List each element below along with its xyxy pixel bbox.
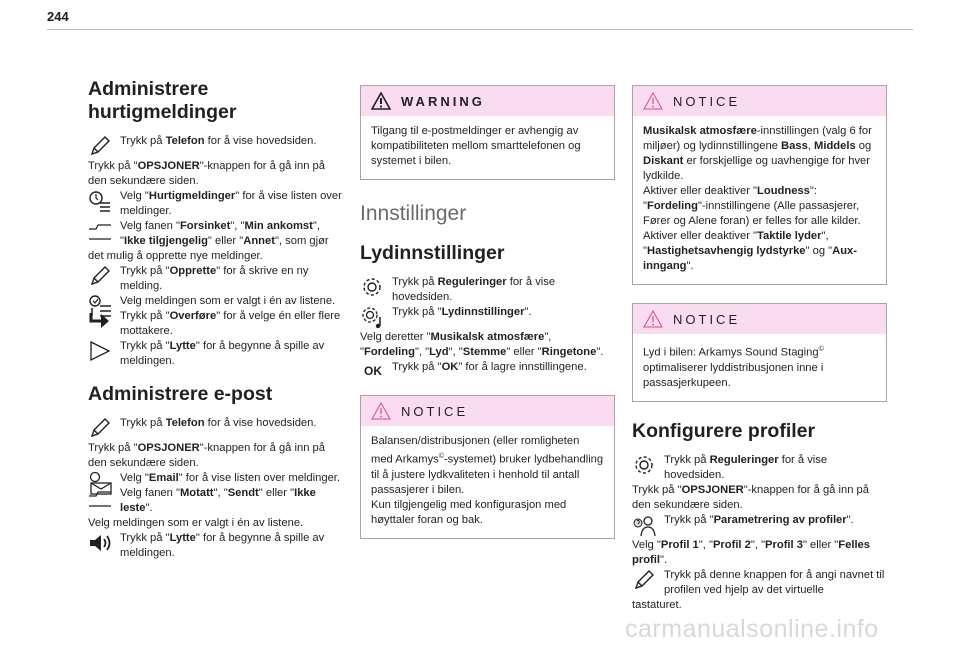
- step-select: Velg meldingen som er valgt i én av listene.: [88, 294, 343, 309]
- notice-label: NOTICE: [401, 403, 469, 419]
- paragraph-choose-sound: Velg deretter "Musikalsk atmosfære", "Fordeling", "Lyd", "Stemme" eller "Ringetone".: [360, 331, 604, 358]
- step-settings-profiles: Trykk på Reguleringer for å vise hovedsiden.: [632, 453, 887, 483]
- step-forward: Trykk på "Overføre" for å velge én eller flere mottakere.: [88, 309, 343, 339]
- step-email: Velg "Email" for å vise listen over meldinger.: [88, 471, 343, 486]
- paragraph-keyboard: tastaturet.: [632, 598, 682, 611]
- column-2: [360, 85, 615, 557]
- heading-quick-messages: Administrere hurtigmeldinger: [88, 78, 237, 123]
- heading-profiles: Konfigurere profiler: [632, 419, 816, 442]
- play-icon: [88, 339, 112, 363]
- notice-icon: [371, 402, 391, 420]
- column-3: [632, 85, 887, 613]
- pencil-icon: [88, 416, 112, 440]
- watermark: carmanualsonline.info: [625, 615, 879, 643]
- step-create: Trykk på "Opprette" for å skrive en ny melding.: [88, 264, 343, 294]
- step-tabs: Velg fanen "Forsinket", "Min ankomst", "Ikke tilgjengelig" eller "Annet", som gjør: [88, 219, 343, 249]
- tab-icon: [88, 486, 112, 510]
- step-telephone-2: Trykk på Telefon for å vise hovedsiden.: [88, 416, 343, 431]
- heading-email: Administrere e-post: [88, 383, 273, 405]
- column-1: [88, 78, 343, 561]
- warning-text: Tilgang til e-postmeldinger er avhengig av kompatibiliteten mellom smarttelefonen og systemet i bilen.: [371, 125, 581, 167]
- notice-label: NOTICE: [673, 311, 741, 327]
- notice-label: NOTICE: [673, 93, 741, 109]
- notice-text-2: Lyd i bilen: Arkamys Sound Staging© optimaliserer lyddistribusjonen inne i passasjerkupeen.: [643, 346, 824, 389]
- header-divider: [47, 29, 913, 30]
- step-quick-messages: Velg "Hurtigmeldinger" for å vise listen over meldinger.: [88, 189, 343, 219]
- paragraph-options-2: Trykk på "OPSJONER"-knappen for å gå inn på den sekundære siden.: [88, 442, 325, 469]
- step-settings: Trykk på Reguleringer for å vise hovedsiden.: [360, 275, 615, 305]
- step-telephone: Trykk på Telefon for å vise hovedsiden.: [88, 134, 343, 149]
- message-list-icon: [88, 189, 112, 213]
- notice-box-1: [632, 85, 887, 285]
- notice-icon: [643, 310, 663, 328]
- gear-icon: [632, 453, 656, 477]
- notice-text-1: Musikalsk atmosfære-innstillingen (valg 6 for miljøer) og lydinnstillingene Bass, Middels og Diskant er forskjellige og uavhengige for hver lydkilde. Aktiver eller deaktiver "Loudness": "Fordeling"-innstillingene (Alle passasjerer, Fører og Alene foran) er felles for alle kilder. Aktiver eller deaktiver "Taktile lyder", "Hastighetsavhengig lydstyrke" og "Aux-inngang".: [643, 125, 872, 272]
- page-number: 244: [47, 9, 69, 24]
- step-name-profile: Trykk på denne knappen for å angi navnet til profilen ved hjelp av det virtuelle: [632, 568, 887, 598]
- warning-label: WARNING: [401, 93, 485, 109]
- step-listen: Trykk på "Lytte" for å begynne å spille av meldingen.: [88, 339, 343, 369]
- paragraph-tabs-cont: det mulig å opprette nye meldinger.: [88, 250, 263, 262]
- paragraph-choose-profile: Velg "Profil 1", "Profil 2", "Profil 3" eller "Felles profil".: [632, 538, 870, 566]
- notice-icon: [643, 92, 663, 110]
- paragraph-options-3: Trykk på "OPSJONER"-knappen for å gå inn på den sekundære siden.: [632, 483, 869, 511]
- pencil-icon: [632, 568, 656, 592]
- notice-box-2: [632, 303, 887, 402]
- pencil-icon: [88, 264, 112, 288]
- gear-icon: [360, 275, 384, 299]
- section-title-settings: Innstillinger: [360, 202, 467, 225]
- profile-icon: [632, 513, 656, 537]
- step-listen-email: Trykk på "Lytte" for å begynne å spille av meldingen.: [88, 531, 343, 561]
- step-ok: OK Trykk på "OK" for å lagre innstillingene.: [360, 360, 615, 375]
- tab-icon: [88, 219, 112, 243]
- pencil-icon: [88, 134, 112, 158]
- heading-sound-settings: Lydinnstillinger: [360, 242, 505, 264]
- speaker-icon: [88, 531, 112, 555]
- notice-box: [360, 395, 615, 539]
- warning-icon: [371, 92, 391, 110]
- step-email-tabs: Velg fanen "Motatt", "Sendt" eller "Ikke leste".: [88, 486, 343, 516]
- step-sound-settings: Trykk på "Lydinnstillinger".: [360, 305, 615, 320]
- ok-icon: OK: [364, 364, 382, 378]
- step-profile-params: Trykk på "Parametrering av profiler".: [632, 513, 887, 528]
- forward-icon: [88, 309, 112, 333]
- paragraph-options: Trykk på "OPSJONER"-knappen for å gå inn på den sekundære siden.: [88, 160, 325, 187]
- notice-text: Balansen/distribusjonen (eller romligheten med Arkamys©-systemet) bruker lydbehandling til å justere lydkvaliteten i henhold til antall passasjerer i bilen. Kun tilgjengelig med konfigurasjon med høyttaler foran og bak.: [371, 435, 604, 526]
- gear-note-icon: [360, 305, 384, 329]
- warning-box: [360, 85, 615, 180]
- paragraph-select-message: Velg meldingen som er valgt i én av listene.: [88, 517, 304, 529]
